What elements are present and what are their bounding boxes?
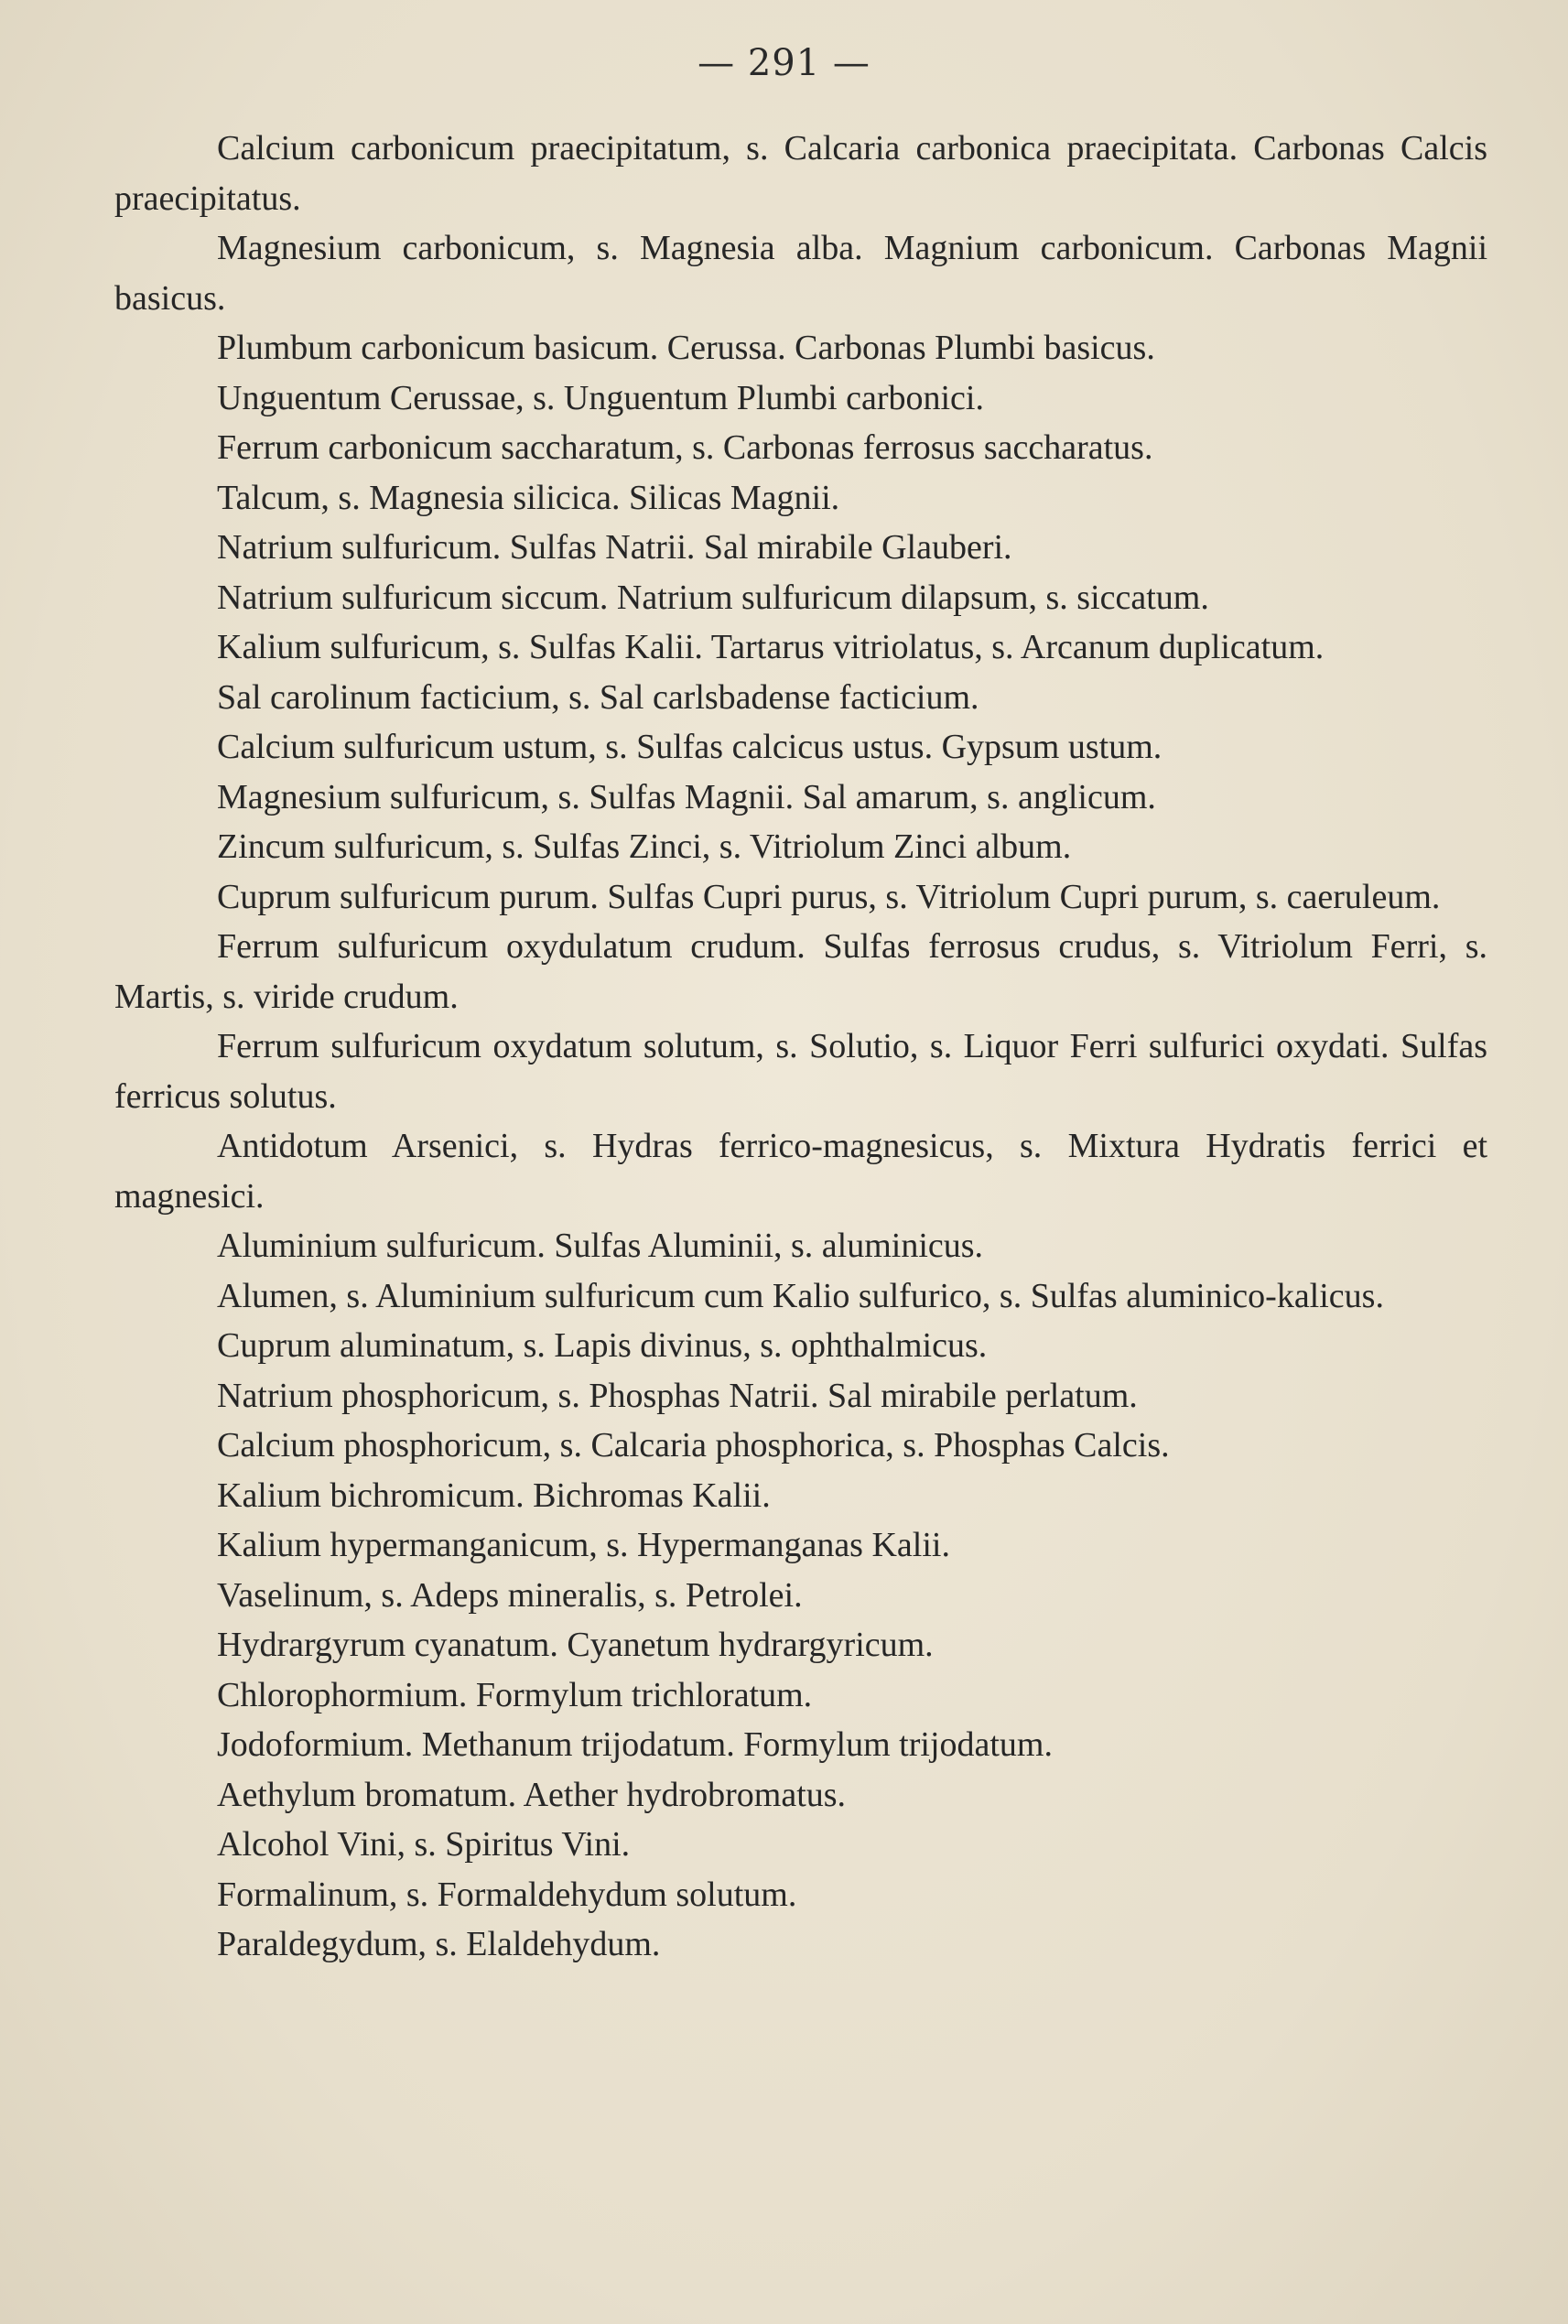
entry: Unguentum Cerussae, s. Unguentum Plumbi carbonici. (217, 378, 984, 417)
entry: Sal carolinum facticium, s. Sal carlsbadense facticium. (217, 677, 979, 717)
entry: Vaselinum, s. Adeps mineralis, s. Petrolei. (217, 1575, 803, 1615)
entry: Natrium sulfuricum. Sulfas Natrii. Sal mirabile Glauberi. (217, 528, 1012, 567)
entry: Alcohol Vini, s. Spiritus Vini. (217, 1825, 631, 1864)
entry: Calcium carbonicum praecipitatum, s. Calcaria carbonica praecipitata. Carbonas Calcis praecipitatus. (114, 129, 1487, 218)
entry: Kalium hypermanganicum, s. Hypermanganas Kalii. (217, 1526, 950, 1564)
entry: Formalinum, s. Formaldehydum solutum. (217, 1875, 797, 1914)
entry: Calcium sulfuricum ustum, s. Sulfas calcicus ustus. Gypsum ustum. (217, 728, 1162, 766)
text-body (114, 124, 1487, 1970)
entry: Ferrum carbonicum saccharatum, s. Carbonas ferrosus saccharatus. (217, 428, 1153, 467)
entry: Plumbum carbonicum basicum. Cerussa. Carbonas Plumbi basicus. (217, 329, 1155, 367)
entry: Cuprum aluminatum, s. Lapis divinus, s. ophthalmicus. (217, 1326, 988, 1365)
entry: Aluminium sulfuricum. Sulfas Aluminii, s. aluminicus. (217, 1227, 984, 1265)
entry: Magnesium sulfuricum, s. Sulfas Magnii. Sal amarum, s. anglicum. (217, 777, 1156, 816)
entry: Aethylum bromatum. Aether hydrobromatus. (217, 1775, 847, 1814)
entry: Kalium bichromicum. Bichromas Kalii. (217, 1475, 771, 1515)
entry: Cuprum sulfuricum purum. Sulfas Cupri purus, s. Vitriolum Cupri purum, s. caeruleum. (217, 877, 1441, 916)
entry: Antidotum Arsenici, s. Hydras ferrico-magnesicus, s. Mixtura Hydratis ferrici et magnesici. (114, 1127, 1487, 1216)
entry: Magnesium carbonicum, s. Magnesia alba. Magnium carbonicum. Carbonas Magnii basicus. (114, 229, 1487, 318)
entry: Jodoformium. Methanum trijodatum. Formylum trijodatum. (217, 1725, 1053, 1764)
entry: Kalium sulfuricum, s. Sulfas Kalii. Tartarus vitriolatus, s. Arcanum duplicatum. (217, 628, 1325, 666)
entry: Hydrargyrum cyanatum. Cyanetum hydrargyricum. (217, 1626, 934, 1664)
entry: Ferrum sulfuricum oxydulatum crudum. Sulfas ferrosus crudus, s. Vitriolum Ferri, s. Martis, s. viride crudum. (114, 927, 1487, 1016)
entry: Paraldegydum, s. Elaldehydum. (217, 1925, 661, 1963)
entry: Natrium phosphoricum, s. Phosphas Natrii. Sal mirabile perlatum. (217, 1376, 1138, 1415)
entry: Ferrum sulfuricum oxydatum solutum, s. Solutio, s. Liquor Ferri sulfurici oxydati. Sulfas ferricus solutus. (114, 1027, 1487, 1116)
entry: Chlorophormium. Formylum trichloratum. (217, 1675, 813, 1714)
page-number: — 291 — (697, 42, 871, 84)
entry: Alumen, s. Aluminium sulfuricum cum Kalio sulfurico, s. Sulfas aluminico-kalicus. (217, 1276, 1384, 1315)
entry: Zincum sulfuricum, s. Sulfas Zinci, s. Vitriolum Zinci album. (217, 827, 1072, 866)
entry: Calcium phosphoricum, s. Calcaria phosphorica, s. Phosphas Calcis. (217, 1426, 1170, 1465)
entry: Natrium sulfuricum siccum. Natrium sulfuricum dilapsum, s. siccatum. (217, 578, 1209, 617)
entry: Talcum, s. Magnesia silicica. Silicas Magnii. (217, 478, 840, 517)
